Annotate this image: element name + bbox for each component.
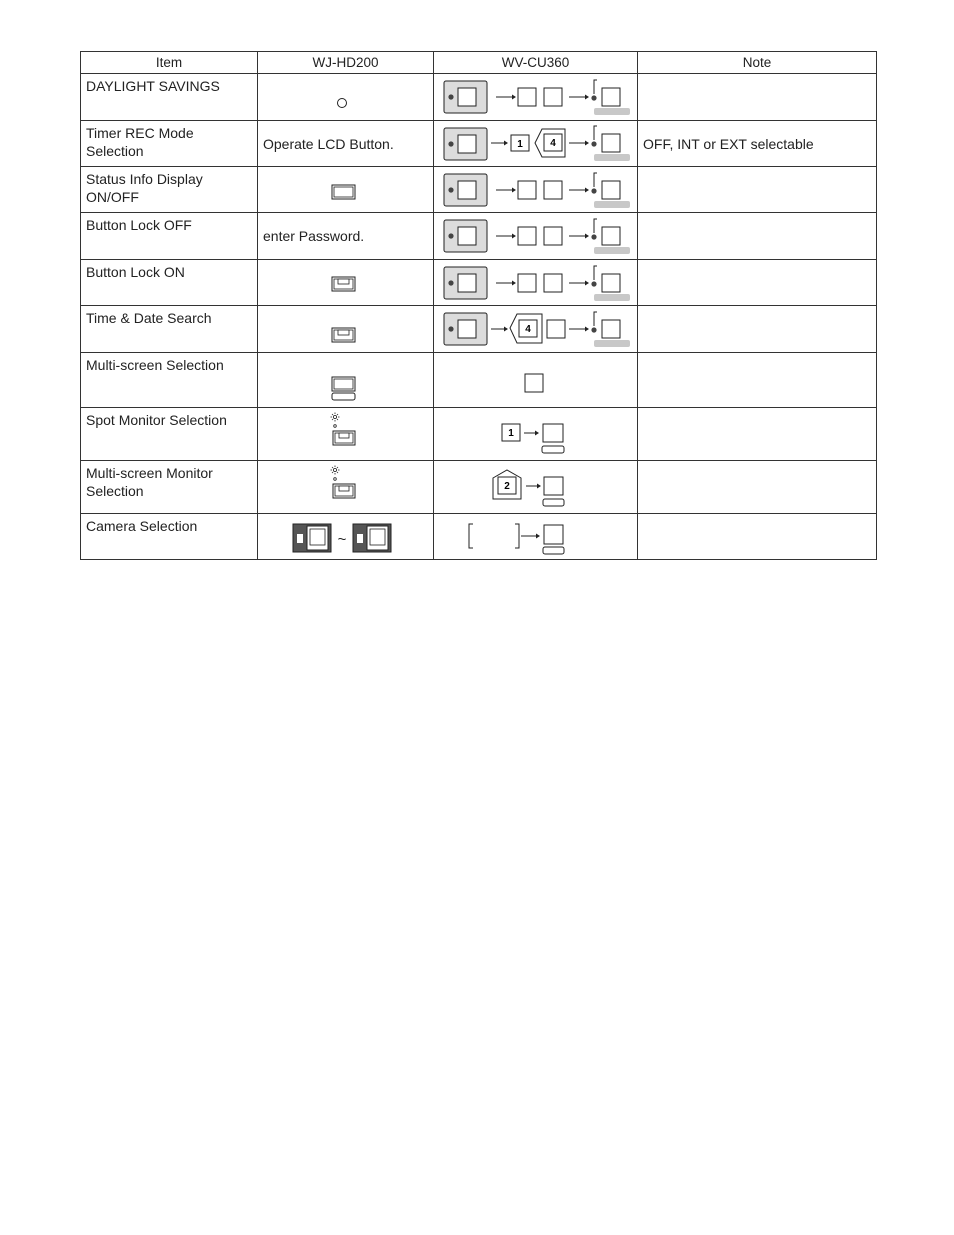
- table-row: [81, 260, 877, 306]
- wj-cell: [258, 167, 434, 213]
- tabbed-button-icon: [258, 306, 434, 353]
- note-cell: [638, 461, 877, 514]
- item-cell: Timer REC Mode Selection: [81, 121, 258, 167]
- table-row: [81, 213, 877, 260]
- cu-cell: [434, 213, 638, 260]
- key-to-button-icon: [434, 408, 638, 461]
- note-cell: [638, 514, 877, 560]
- button-sequence-icon: [434, 121, 638, 167]
- note-cell: [638, 213, 877, 260]
- note-cell: [638, 167, 877, 213]
- cu-cell: [434, 353, 638, 408]
- wj-cell: Operate LCD Button.: [258, 121, 434, 167]
- cu-cell: [434, 260, 638, 306]
- wj-cell: [258, 74, 434, 121]
- cu-cell: [434, 408, 638, 461]
- wj-cell: [258, 306, 434, 353]
- numeric-key-label: 4: [550, 138, 556, 149]
- button-sequence-icon: [434, 213, 638, 260]
- item-cell: Status Info Display ON/OFF: [81, 167, 258, 213]
- cu-cell: [434, 74, 638, 121]
- circle-button-icon: [258, 74, 434, 121]
- table-row: [81, 408, 877, 461]
- key-to-button-icon: [434, 461, 638, 514]
- header-item: Item: [81, 52, 258, 74]
- cu-cell: [434, 167, 638, 213]
- wj-cell: [258, 353, 434, 408]
- note-cell: [638, 74, 877, 121]
- numeric-key-label: 1: [517, 139, 523, 150]
- item-cell: DAYLIGHT SAVINGS: [81, 74, 258, 121]
- table-row: [81, 121, 877, 167]
- stacked-button-icon: [258, 353, 434, 408]
- camera-buttons-range-icon: [258, 514, 434, 560]
- table-row: [81, 306, 877, 353]
- wj-cell: enter Password.: [258, 213, 434, 260]
- button-sequence-icon: [434, 306, 638, 353]
- wj-cell: [258, 260, 434, 306]
- cu-cell: [434, 121, 638, 167]
- note-cell: [638, 306, 877, 353]
- wj-cell: [258, 514, 434, 560]
- cu-cell: [434, 306, 638, 353]
- item-cell: Multi-screen Monitor Selection: [81, 461, 258, 514]
- item-cell: Button Lock ON: [81, 260, 258, 306]
- numeric-key-label: 2: [504, 481, 510, 492]
- item-cell: Button Lock OFF: [81, 213, 258, 260]
- note-cell: [638, 408, 877, 461]
- table-row: [81, 74, 877, 121]
- rect-button-icon: [258, 167, 434, 213]
- note-cell: [638, 353, 877, 408]
- header-note: Note: [638, 52, 877, 74]
- square-button-icon: [434, 353, 638, 408]
- table-row: [81, 167, 877, 213]
- wj-cell: [258, 461, 434, 514]
- button-sequence-icon: [434, 260, 638, 306]
- item-cell: Camera Selection: [81, 514, 258, 560]
- cu-cell: [434, 461, 638, 514]
- header-wj-hd200: WJ-HD200: [258, 52, 434, 74]
- note-cell: [638, 260, 877, 306]
- header-wv-cu360: WV-CU360: [434, 52, 638, 74]
- button-sequence-icon: [434, 167, 638, 213]
- numeric-key-label: 1: [508, 428, 514, 439]
- header-row: [81, 52, 877, 74]
- note-cell: OFF, INT or EXT selectable: [638, 121, 877, 167]
- table-row: [81, 353, 877, 408]
- table-row: [81, 461, 877, 514]
- bracket-to-button-icon: [434, 514, 638, 560]
- tabbed-button-icon: [258, 260, 434, 306]
- button-sequence-icon: [434, 74, 638, 121]
- item-cell: Multi-screen Selection: [81, 353, 258, 408]
- item-cell: Spot Monitor Selection: [81, 408, 258, 461]
- item-cell: Time & Date Search: [81, 306, 258, 353]
- wj-cell: [258, 408, 434, 461]
- cu-cell: [434, 514, 638, 560]
- led-button-icon: [258, 461, 434, 514]
- operation-table: [80, 51, 877, 560]
- numeric-key-label: 4: [525, 324, 531, 335]
- led-button-icon: [258, 408, 434, 461]
- table-row: [81, 514, 877, 560]
- range-tilde: ~: [337, 531, 347, 548]
